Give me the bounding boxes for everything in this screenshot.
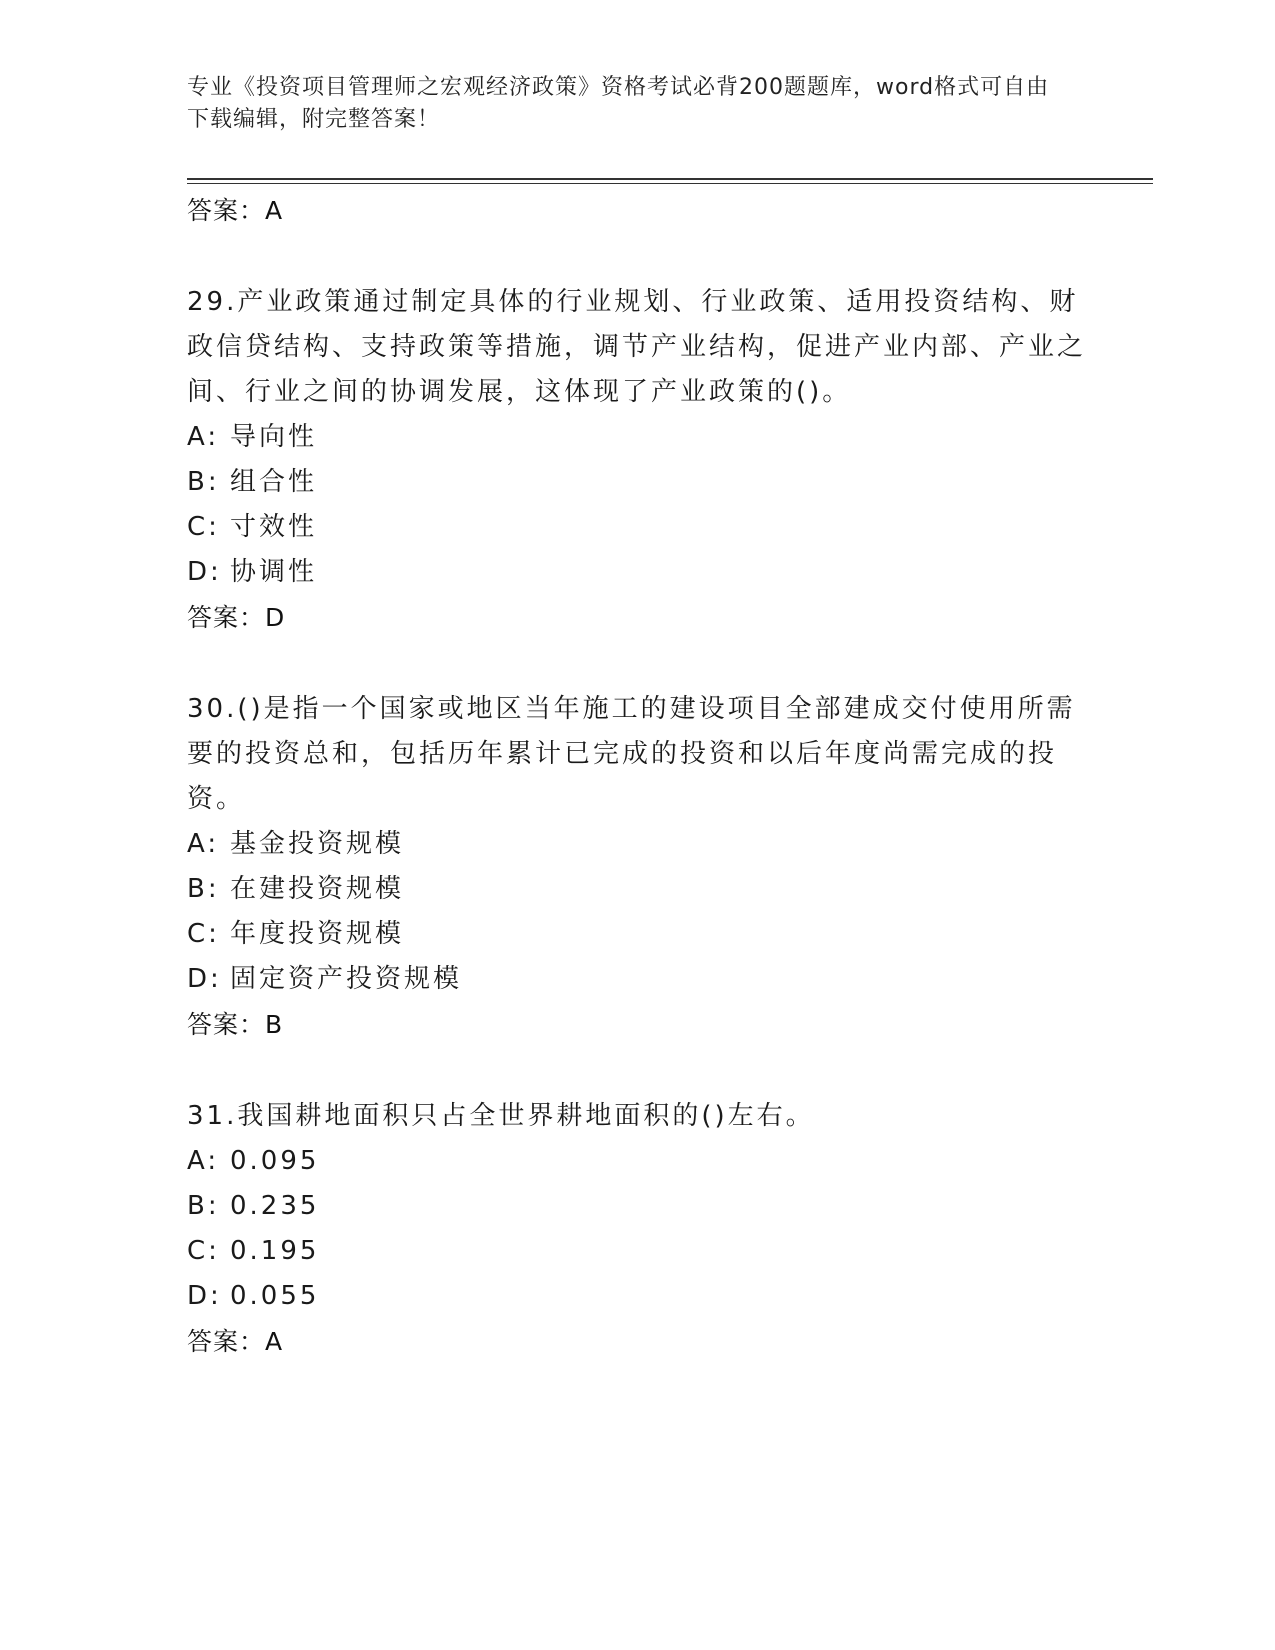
option-c	[187, 912, 1087, 957]
spacer	[187, 641, 1087, 687]
option-d	[187, 550, 1087, 595]
answer-line: 答案：B	[187, 1010, 284, 1039]
option-b	[187, 1184, 1087, 1229]
option-text: 固定资产投资规模	[230, 964, 463, 994]
option-b	[187, 867, 1087, 912]
option-text: 寸效性	[230, 512, 318, 542]
previous-answer: 答案：A	[187, 196, 284, 225]
option-text: 在建投资规模	[230, 874, 405, 904]
option-key: A:	[187, 1146, 220, 1176]
answer-line: 答案：D	[187, 603, 286, 632]
option-text: 导向性	[230, 422, 318, 452]
option-text: 0.095	[230, 1146, 320, 1176]
answer-line: 答案：A	[187, 1327, 284, 1356]
question-31	[187, 1094, 1087, 1365]
option-key: A:	[187, 829, 220, 859]
option-key: B:	[187, 467, 220, 497]
option-text: 基金投资规模	[230, 829, 405, 859]
spacer	[187, 1048, 1087, 1094]
option-d	[187, 957, 1087, 1002]
question-stem: 30.()是指一个国家或地区当年施工的建设项目全部建成交付使用所需要的投资总和，包括历年累计已完成的投资和以后年度尚需完成的投资。	[187, 694, 1076, 814]
option-text: 0.235	[230, 1191, 320, 1221]
document-header: 专业《投资项目管理师之宏观经济政策》资格考试必背200题题库，word格式可自由下载编辑，附完整答案！	[187, 75, 1050, 132]
option-c	[187, 505, 1087, 550]
option-b	[187, 460, 1087, 505]
header-rule-thin	[187, 183, 1153, 184]
question-list	[187, 186, 1087, 1365]
option-key: A:	[187, 422, 220, 452]
option-key: C:	[187, 512, 220, 542]
question-stem: 29.产业政策通过制定具体的行业规划、行业政策、适用投资结构、财政信贷结构、支持政策等措施，调节产业结构，促进产业内部、产业之间、行业之间的协调发展，这体现了产业政策的()。	[187, 287, 1087, 407]
option-c	[187, 1229, 1087, 1274]
option-a	[187, 1139, 1087, 1184]
question-29	[187, 280, 1087, 641]
spacer	[187, 234, 1087, 280]
question-stem: 31.我国耕地面积只占全世界耕地面积的()左右。	[187, 1101, 815, 1131]
option-text: 年度投资规模	[230, 919, 405, 949]
option-key: D:	[187, 557, 222, 587]
option-d	[187, 1274, 1087, 1319]
option-text: 0.195	[230, 1236, 320, 1266]
option-a	[187, 822, 1087, 867]
question-30	[187, 687, 1087, 1048]
option-key: C:	[187, 919, 220, 949]
option-text: 协调性	[230, 557, 318, 587]
option-key: B:	[187, 874, 220, 904]
header-rule-thick	[187, 178, 1153, 180]
option-a	[187, 415, 1087, 460]
option-text: 0.055	[230, 1281, 320, 1311]
option-text: 组合性	[230, 467, 318, 497]
option-key: C:	[187, 1236, 220, 1266]
option-key: B:	[187, 1191, 220, 1221]
option-key: D:	[187, 964, 222, 994]
option-key: D:	[187, 1281, 222, 1311]
